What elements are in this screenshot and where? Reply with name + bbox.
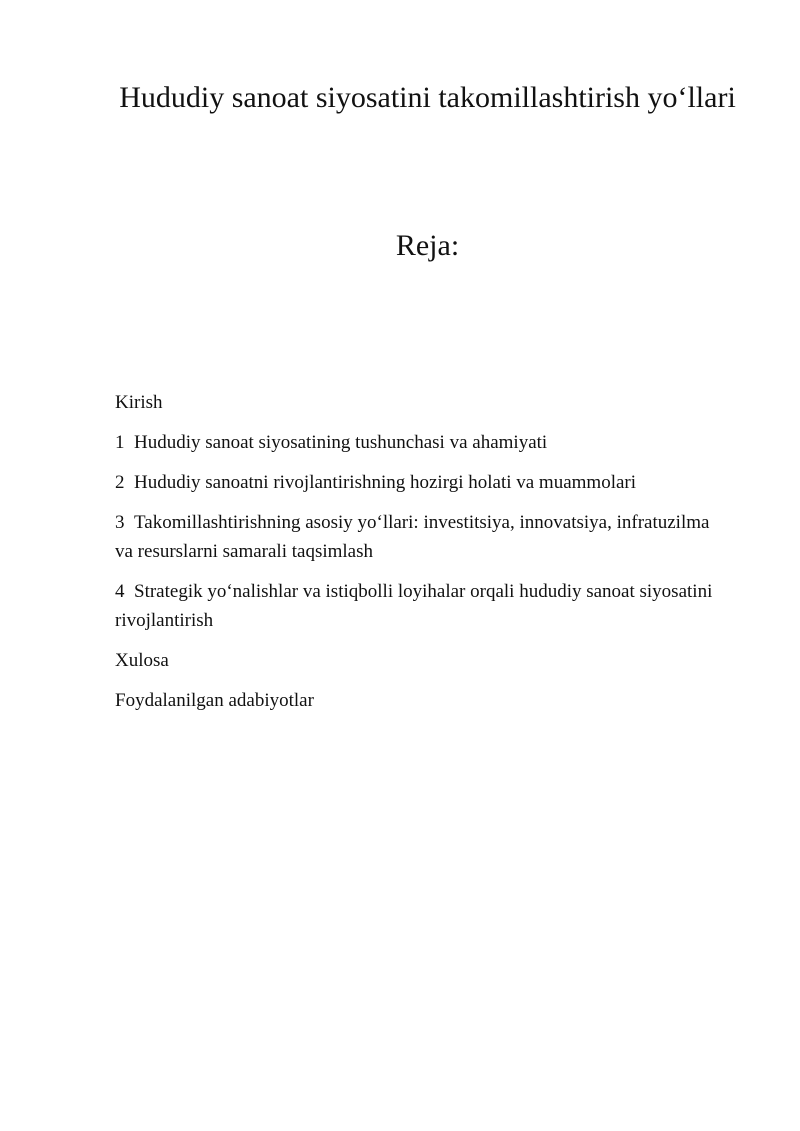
toc-item-2: [115, 468, 715, 497]
toc-item-intro: [115, 388, 715, 417]
toc-item-number: 2: [115, 472, 125, 493]
plan-heading: Reja:: [395, 229, 460, 262]
toc-item-conclusion: [115, 646, 715, 675]
toc-item-number: 1: [115, 432, 125, 453]
toc-item-4: [115, 577, 715, 635]
toc-item-references: [115, 686, 715, 715]
toc-item-text: Xulosa: [115, 650, 169, 671]
toc-item-text: Kirish: [115, 392, 163, 413]
toc-item-text: Hududiy sanoat siyosatining tushunchasi va ahamiyati: [134, 432, 548, 453]
toc-item-3: [115, 508, 715, 566]
toc-item-1: [115, 428, 715, 457]
document-title: Hududiy sanoat siyosatini takomillashtirish yo‘llari: [119, 81, 736, 114]
toc-item-text: Strategik yo‘nalishlar va istiqbolli loyihalar orqali hududiy sanoat siyosatini rivojlantirish: [115, 581, 713, 631]
toc-item-number: 4: [115, 581, 125, 602]
toc-item-text: Hududiy sanoatni rivojlantirishning hozirgi holati va muammolari: [134, 472, 637, 493]
toc-item-number: 3: [115, 512, 125, 533]
table-of-contents: [115, 388, 715, 726]
toc-item-text: Foydalanilgan adabiyotlar: [115, 690, 314, 711]
toc-item-text: Takomillashtirishning asosiy yo‘llari: investitsiya, innovatsiya, infratuzilma va resurslarni samarali taqsimlash: [115, 512, 710, 562]
